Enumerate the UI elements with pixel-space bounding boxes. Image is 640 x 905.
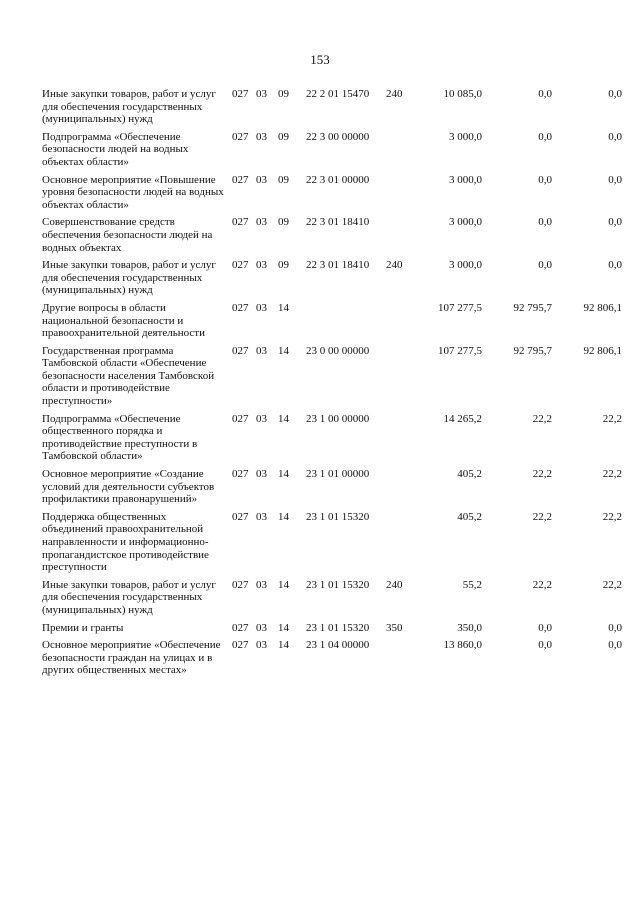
expense-type-code: 240	[386, 259, 403, 272]
expense-type-code	[386, 302, 412, 345]
subsection-code: 14	[278, 578, 289, 591]
section-code: 03	[256, 578, 267, 591]
amount-year-2: 0,0	[538, 216, 552, 229]
amount-year-3: 0,0	[608, 639, 622, 652]
target-article-code: 23 1 01 15320	[306, 578, 370, 591]
amount-year-1: 55,2	[462, 578, 482, 591]
ministry-code: 027	[232, 344, 249, 357]
expense-type-code	[386, 131, 412, 174]
section-code: 03	[256, 621, 267, 634]
target-article-code: 23 1 01 15320	[306, 510, 370, 523]
amount-year-2: 0,0	[538, 259, 552, 272]
subsection-code: 09	[278, 173, 289, 186]
expense-type-code	[386, 468, 412, 511]
page-number: 153	[310, 52, 330, 67]
amount-year-2: 22,2	[532, 578, 552, 591]
section-code: 03	[256, 510, 267, 523]
subsection-code: 14	[278, 621, 289, 634]
target-article-code	[306, 302, 386, 345]
ministry-code: 027	[232, 578, 249, 591]
amount-year-2: 22,2	[532, 510, 552, 523]
row-name: Основное мероприятие «Обеспечение безопасности граждан на улицах и в других общественных местах»	[42, 639, 221, 677]
section-code: 03	[256, 216, 267, 229]
amount-year-2: 92 795,7	[513, 301, 552, 314]
target-article-code: 23 1 01 15320	[306, 621, 370, 634]
target-article-code: 23 0 00 00000	[306, 344, 370, 357]
section-code: 03	[256, 88, 267, 100]
section-code: 03	[256, 639, 267, 652]
amount-year-2: 0,0	[538, 130, 552, 143]
table-row	[42, 639, 622, 682]
row-name: Основное мероприятие «Повышение уровня безопасности людей на водных объектах области»	[42, 173, 224, 211]
row-name: Подпрограмма «Обеспечение общественного порядка и противодействие преступности в Тамбовской области»	[42, 412, 198, 463]
amount-year-1: 107 277,5	[438, 344, 482, 357]
amount-year-3: 0,0	[608, 216, 622, 229]
amount-year-3: 92 806,1	[583, 344, 622, 357]
amount-year-1: 350,0	[457, 621, 482, 634]
subsection-code: 09	[278, 216, 289, 229]
row-name: Иные закупки товаров, работ и услуг для обеспечения государственных (муниципальных) нужд	[42, 578, 216, 616]
amount-year-1: 13 860,0	[443, 639, 482, 652]
amount-year-1: 3 000,0	[449, 259, 482, 272]
target-article-code: 22 2 01 15470	[306, 88, 370, 100]
subsection-code: 14	[278, 510, 289, 523]
amount-year-1: 14 265,2	[443, 412, 482, 425]
amount-year-1: 3 000,0	[449, 173, 482, 186]
subsection-code: 14	[278, 412, 289, 425]
amount-year-3: 0,0	[608, 259, 622, 272]
row-name: Подпрограмма «Обеспечение безопасности людей на водных объектах области»	[42, 130, 189, 168]
target-article-code: 23 1 00 00000	[306, 412, 370, 425]
subsection-code: 09	[278, 130, 289, 143]
table-row	[42, 345, 622, 413]
amount-year-2: 22,2	[532, 412, 552, 425]
section-code: 03	[256, 344, 267, 357]
amount-year-3: 0,0	[608, 173, 622, 186]
expense-type-code	[386, 639, 412, 682]
subsection-code: 14	[278, 301, 289, 314]
expense-type-code: 240	[386, 578, 403, 591]
amount-year-1: 405,2	[457, 468, 482, 481]
amount-year-2: 22,2	[532, 468, 552, 481]
table-row	[42, 131, 622, 174]
section-code: 03	[256, 301, 267, 314]
subsection-code: 14	[278, 639, 289, 652]
row-name: Совершенствование средств обеспечения безопасности людей на водных объектах	[42, 216, 213, 254]
table-row	[42, 88, 622, 131]
table-row	[42, 216, 622, 259]
amount-year-3: 0,0	[608, 88, 622, 100]
section-code: 03	[256, 173, 267, 186]
row-name: Государственная программа Тамбовской области «Обеспечение безопасности населения Тамбовской области и противодействие преступности»	[42, 344, 215, 408]
ministry-code: 027	[232, 130, 249, 143]
row-name: Другие вопросы в области национальной безопасности и правоохранительной деятельности	[42, 301, 205, 340]
ministry-code: 027	[232, 216, 249, 229]
expense-type-code: 240	[386, 88, 403, 100]
amount-year-2: 92 795,7	[513, 344, 552, 357]
row-name: Основное мероприятие «Создание условий для деятельности субъектов профилактики правонарушений»	[42, 468, 215, 506]
table-row	[42, 622, 622, 640]
amount-year-3: 0,0	[608, 130, 622, 143]
ministry-code: 027	[232, 301, 249, 314]
row-name: Поддержка общественных объединений правоохранительной направленности и информационно-пропагандистское противодействие преступности	[42, 510, 209, 574]
target-article-code: 23 1 01 00000	[306, 468, 370, 481]
amount-year-3: 92 806,1	[583, 301, 622, 314]
target-article-code: 22 3 01 00000	[306, 173, 370, 186]
table-row	[42, 413, 622, 468]
table-row	[42, 468, 622, 511]
ministry-code: 027	[232, 88, 249, 100]
section-code: 03	[256, 259, 267, 272]
expense-type-code	[386, 174, 412, 217]
target-article-code: 22 3 01 18410	[306, 259, 370, 272]
subsection-code: 14	[278, 344, 289, 357]
target-article-code: 22 3 00 00000	[306, 130, 370, 143]
amount-year-2: 0,0	[538, 621, 552, 634]
ministry-code: 027	[232, 510, 249, 523]
amount-year-3: 22,2	[602, 510, 622, 523]
amount-year-1: 10 085,0	[443, 88, 482, 100]
ministry-code: 027	[232, 173, 249, 186]
section-code: 03	[256, 130, 267, 143]
ministry-code: 027	[232, 412, 249, 425]
subsection-code: 09	[278, 88, 289, 100]
target-article-code: 22 3 01 18410	[306, 216, 370, 229]
amount-year-1: 405,2	[457, 510, 482, 523]
row-name: Иные закупки товаров, работ и услуг для обеспечения государственных (муниципальных) нужд	[42, 88, 216, 126]
amount-year-1: 107 277,5	[438, 301, 482, 314]
row-name: Иные закупки товаров, работ и услуг для обеспечения государственных (муниципальных) нужд	[42, 259, 216, 297]
amount-year-3: 0,0	[608, 621, 622, 634]
expense-type-code	[386, 345, 412, 413]
section-code: 03	[256, 412, 267, 425]
amount-year-1: 3 000,0	[449, 130, 482, 143]
amount-year-3: 22,2	[602, 412, 622, 425]
expense-type-code	[386, 511, 412, 579]
amount-year-2: 0,0	[538, 639, 552, 652]
row-name: Премии и гранты	[42, 621, 124, 634]
target-article-code: 23 1 04 00000	[306, 639, 370, 652]
subsection-code: 09	[278, 259, 289, 272]
budget-table	[42, 88, 622, 682]
ministry-code: 027	[232, 639, 249, 652]
amount-year-3: 22,2	[602, 468, 622, 481]
amount-year-3: 22,2	[602, 578, 622, 591]
amount-year-2: 0,0	[538, 173, 552, 186]
section-code: 03	[256, 468, 267, 481]
subsection-code: 14	[278, 468, 289, 481]
ministry-code: 027	[232, 259, 249, 272]
table-row	[42, 302, 622, 345]
expense-type-code	[386, 413, 412, 468]
amount-year-2: 0,0	[538, 88, 552, 100]
expense-type-code: 350	[386, 621, 403, 634]
table-body	[42, 88, 622, 682]
ministry-code: 027	[232, 621, 249, 634]
table-row	[42, 511, 622, 579]
ministry-code: 027	[232, 468, 249, 481]
table-row	[42, 579, 622, 622]
table-row	[42, 174, 622, 217]
amount-year-1: 3 000,0	[449, 216, 482, 229]
table-row	[42, 259, 622, 302]
expense-type-code	[386, 216, 412, 259]
